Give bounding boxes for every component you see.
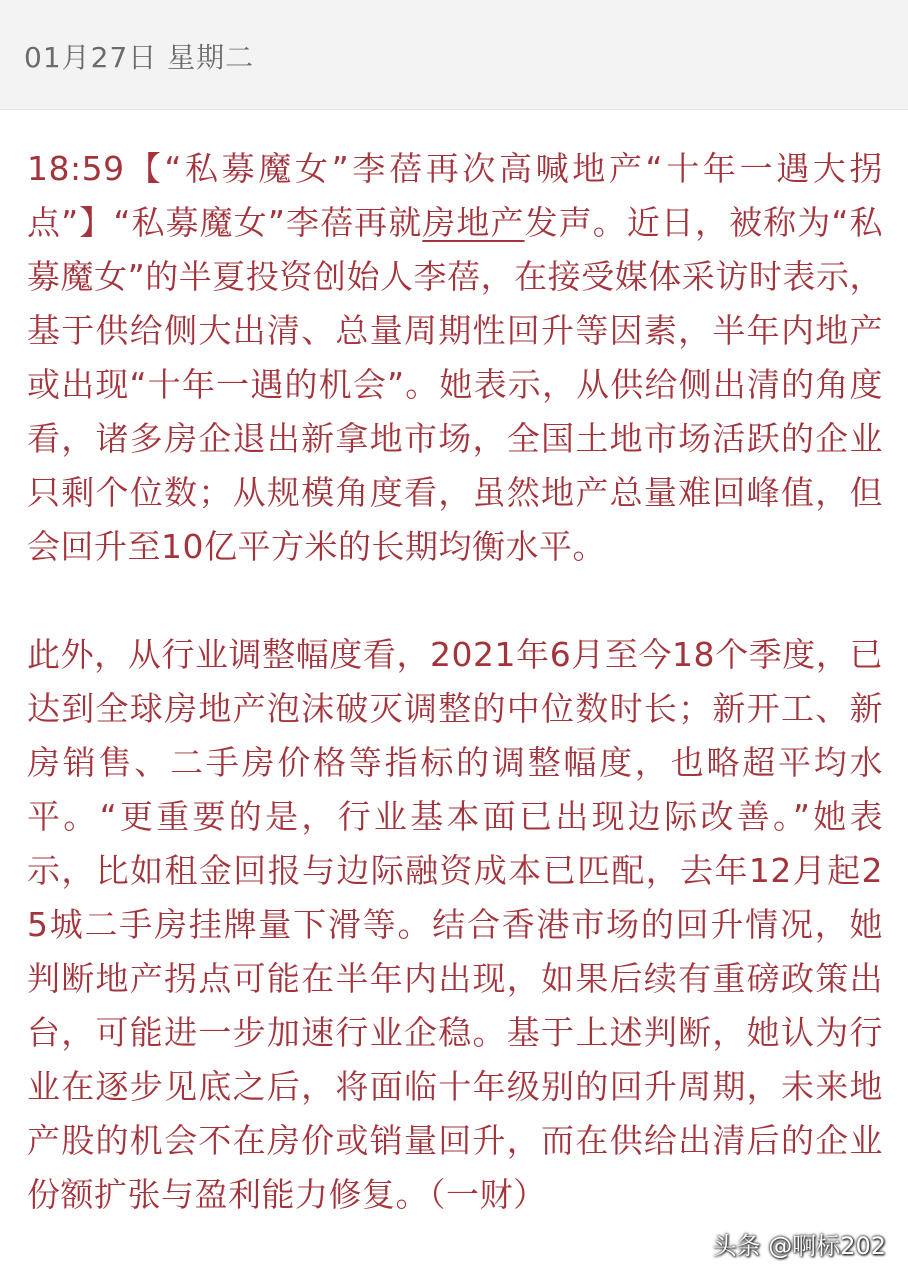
article-text: 此外，从行业调整幅度看，2021年6月至今18个季度，已达到全球房地产泡沫破灭调整的中位数时长；新开工、新房销售、二手房价格等指标的调整幅度，也略超平均水平。“更重要的是，行业基本面已出现边际改善。”她表示，比如租金回报与边际融资成本已匹配，去年12月起25城二手房挂牌量下滑等。结合香港市场的回升情况，她判断地产拐点可能在半年内出现，如果后续有重磅政策出台，可能进一步加速行业企稳。基于上述判断，她认为行业在逐步见底之后，将面临十年级别的回升周期，未来地产股的机会不在房价或销量回升，而在供给出清后的企业份额扩张与盈利能力修复。 bbox=[27, 635, 883, 1214]
article-paragraph-2 bbox=[27, 628, 883, 1222]
article-text: 18:59【“私募魔女”李蓓再次高喊地产“十年一遇大拐点”】“私募魔女”李蓓再就 bbox=[27, 149, 883, 242]
article-source: （一财） bbox=[429, 1175, 547, 1214]
news-article bbox=[27, 142, 883, 1222]
article-text: 发声。近日，被称为“私募魔女”的半夏投资创始人李蓓，在接受媒体采访时表示，基于供给侧大出清、总量周期性回升等因素，半年内地产或出现“十年一遇的机会”。她表示，从供给侧出清的角度看，诸多房企退出新拿地市场，全国土地市场活跃的企业只剩个位数；从规模角度看，虽然地产总量难回峰值，但会回升至10亿平方米的长期均衡水平。 bbox=[27, 203, 883, 566]
article-paragraph-1 bbox=[27, 142, 883, 574]
watermark: 头条 @啊标202 bbox=[712, 1232, 886, 1260]
date-label: 01月27日 星期二 bbox=[24, 41, 255, 74]
real-estate-link[interactable]: 房地产 bbox=[422, 203, 525, 242]
date-header-bar bbox=[0, 0, 908, 110]
